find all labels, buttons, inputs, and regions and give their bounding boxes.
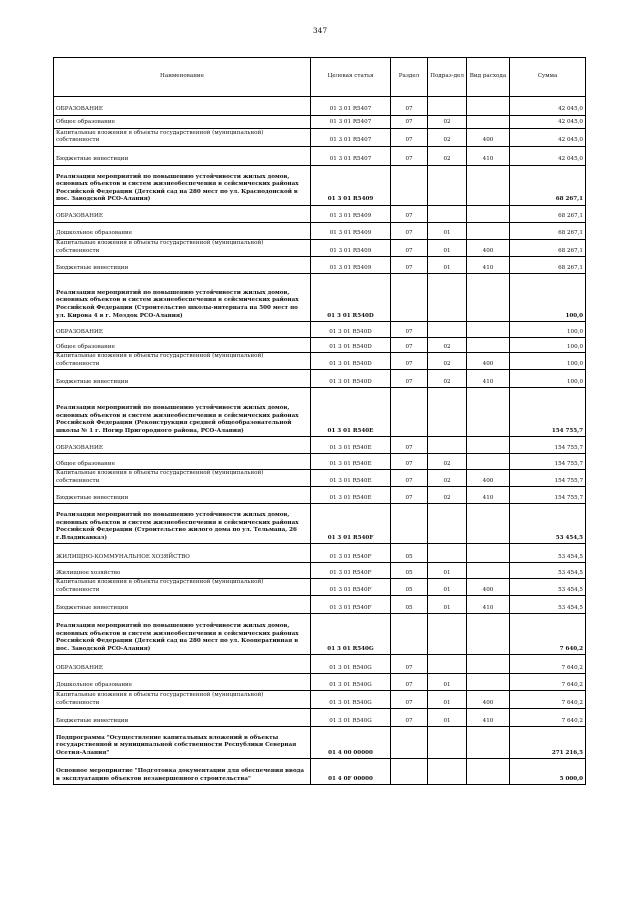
row-subsection-cell: 02 bbox=[428, 147, 467, 166]
row-section-cell: 07 bbox=[391, 655, 428, 674]
row-expense-type-cell bbox=[467, 454, 510, 470]
row-name-cell: Бюджетные инвестиции bbox=[54, 596, 311, 614]
row-section-cell bbox=[391, 727, 428, 759]
row-section-cell: 07 bbox=[391, 709, 428, 727]
header-section: Раздел bbox=[391, 58, 428, 97]
table-row bbox=[54, 544, 586, 563]
row-name-cell: Капитальные вложения в объекты государственной (муниципальной) собственности bbox=[54, 240, 311, 257]
row-expense-type-cell: 410 bbox=[467, 147, 510, 166]
row-subsection-cell bbox=[428, 614, 467, 655]
row-target-article-cell: 01 3 01 R5409 bbox=[311, 166, 391, 206]
row-target-article-cell: 01 3 01 R5407 bbox=[311, 97, 391, 116]
row-target-article-cell: 01 3 01 R5407 bbox=[311, 116, 391, 129]
row-expense-type-cell bbox=[467, 223, 510, 240]
table-row bbox=[54, 596, 586, 614]
row-expense-type-cell bbox=[467, 563, 510, 579]
row-target-article-cell: 01 3 01 R540F bbox=[311, 504, 391, 544]
row-section-cell: 07 bbox=[391, 97, 428, 116]
row-target-article-cell: 01 3 01 R540D bbox=[311, 353, 391, 370]
row-name-cell: Бюджетные инвестиции bbox=[54, 147, 311, 166]
row-name-cell: Дошкольное образование bbox=[54, 223, 311, 240]
row-target-article-cell: 01 3 01 R5409 bbox=[311, 223, 391, 240]
row-name-cell: Бюджетные инвестиции bbox=[54, 709, 311, 727]
row-sum-cell: 100,0 bbox=[510, 274, 586, 322]
row-subsection-cell: 02 bbox=[428, 338, 467, 353]
row-subsection-cell bbox=[428, 206, 467, 223]
row-name-cell: Реализация мероприятий по повышению устойчивости жилых домов, основных объектов и систем жизнеобеспечения в сейсмических районах Российской Федерации (Строительство жилого дома по ул. Тельмана, 26 г.Владикавказ) bbox=[54, 504, 311, 544]
row-name-cell: Бюджетные инвестиции bbox=[54, 370, 311, 388]
row-expense-type-cell bbox=[467, 322, 510, 338]
row-target-article-cell: 01 3 01 R540G bbox=[311, 709, 391, 727]
row-expense-type-cell: 410 bbox=[467, 257, 510, 274]
row-section-cell: 07 bbox=[391, 129, 428, 147]
row-name-cell: Дошкольное образование bbox=[54, 674, 311, 691]
row-section-cell bbox=[391, 614, 428, 655]
table-row bbox=[54, 563, 586, 579]
table-row bbox=[54, 579, 586, 596]
row-sum-cell: 7 640,2 bbox=[510, 614, 586, 655]
table-row bbox=[54, 206, 586, 223]
row-target-article-cell: 01 3 01 R5407 bbox=[311, 147, 391, 166]
row-expense-type-cell: 400 bbox=[467, 579, 510, 596]
row-section-cell bbox=[391, 166, 428, 206]
row-expense-type-cell bbox=[467, 97, 510, 116]
row-sum-cell: 42 045,0 bbox=[510, 129, 586, 147]
row-expense-type-cell: 400 bbox=[467, 353, 510, 370]
table-row bbox=[54, 709, 586, 727]
row-expense-type-cell: 410 bbox=[467, 487, 510, 504]
row-name-cell: Капитальные вложения в объекты государственной (муниципальной) собственности bbox=[54, 470, 311, 487]
row-name-cell: Капитальные вложения в объекты государственной (муниципальной) собственности bbox=[54, 129, 311, 147]
row-expense-type-cell: 410 bbox=[467, 596, 510, 614]
row-target-article-cell: 01 3 01 R540D bbox=[311, 274, 391, 322]
table-row bbox=[54, 166, 586, 206]
row-sum-cell: 100,0 bbox=[510, 353, 586, 370]
row-target-article-cell: 01 3 01 R5409 bbox=[311, 206, 391, 223]
row-target-article-cell: 01 3 01 R540E bbox=[311, 470, 391, 487]
row-section-cell: 07 bbox=[391, 691, 428, 709]
row-sum-cell: 100,0 bbox=[510, 322, 586, 338]
row-subsection-cell: 02 bbox=[428, 470, 467, 487]
row-sum-cell: 42 045,0 bbox=[510, 116, 586, 129]
row-name-cell: Капитальные вложения в объекты государственной (муниципальной) собственности bbox=[54, 579, 311, 596]
row-section-cell: 05 bbox=[391, 544, 428, 563]
row-expense-type-cell bbox=[467, 674, 510, 691]
row-expense-type-cell bbox=[467, 727, 510, 759]
row-sum-cell: 42 045,0 bbox=[510, 147, 586, 166]
row-section-cell: 07 bbox=[391, 370, 428, 388]
table-row bbox=[54, 470, 586, 487]
row-sum-cell: 5 000,0 bbox=[510, 759, 586, 785]
table-row bbox=[54, 370, 586, 388]
row-expense-type-cell: 400 bbox=[467, 129, 510, 147]
row-section-cell: 07 bbox=[391, 206, 428, 223]
row-section-cell: 07 bbox=[391, 257, 428, 274]
row-target-article-cell: 01 3 01 R540F bbox=[311, 596, 391, 614]
row-sum-cell: 271 216,5 bbox=[510, 727, 586, 759]
table-row bbox=[54, 674, 586, 691]
row-sum-cell: 100,0 bbox=[510, 370, 586, 388]
row-subsection-cell: 02 bbox=[428, 129, 467, 147]
table-row bbox=[54, 322, 586, 338]
row-subsection-cell: 02 bbox=[428, 454, 467, 470]
row-name-cell: ОБРАЗОВАНИЕ bbox=[54, 437, 311, 454]
row-name-cell: Реализация мероприятий по повышению устойчивости жилых домов, основных объектов и систем жизнеобеспечения в сейсмических районах Российской Федерации (Детский сад на 280 мест по ул. Кооперативная в пос. Заводской РСО-Алания) bbox=[54, 614, 311, 655]
row-sum-cell: 68 267,1 bbox=[510, 206, 586, 223]
row-name-cell: ЖИЛИЩНО-КОММУНАЛЬНОЕ ХОЗЯЙСТВО bbox=[54, 544, 311, 563]
row-name-cell: Реализация мероприятий по повышению устойчивости жилых домов, основных объектов и систем жизнеобеспечения в сейсмических районах Российской Федерации (Строительство школы-интерната на 500 мест по ул. Кирова 4 в г. Моздок РСО-Алания) bbox=[54, 274, 311, 322]
row-sum-cell: 154 755,7 bbox=[510, 454, 586, 470]
row-subsection-cell bbox=[428, 166, 467, 206]
row-name-cell: Общее образование bbox=[54, 338, 311, 353]
row-section-cell: 07 bbox=[391, 116, 428, 129]
header-expense-type: Вид расхода bbox=[467, 58, 510, 97]
row-sum-cell: 7 640,2 bbox=[510, 655, 586, 674]
row-subsection-cell bbox=[428, 727, 467, 759]
budget-table bbox=[53, 57, 586, 785]
row-subsection-cell: 01 bbox=[428, 596, 467, 614]
table-row bbox=[54, 274, 586, 322]
row-section-cell bbox=[391, 388, 428, 437]
row-section-cell: 07 bbox=[391, 470, 428, 487]
row-name-cell: ОБРАЗОВАНИЕ bbox=[54, 655, 311, 674]
row-target-article-cell: 01 3 01 R540D bbox=[311, 322, 391, 338]
table-row bbox=[54, 759, 586, 785]
table-row bbox=[54, 147, 586, 166]
row-target-article-cell: 01 4 0F 00000 bbox=[311, 759, 391, 785]
table-row bbox=[54, 614, 586, 655]
row-target-article-cell: 01 3 01 R540E bbox=[311, 454, 391, 470]
row-subsection-cell: 02 bbox=[428, 353, 467, 370]
row-name-cell: Подпрограмма "Осуществление капитальных вложений в объекты государственной и муниципальной собственности Республики Северная Осетия-Алания" bbox=[54, 727, 311, 759]
row-subsection-cell bbox=[428, 388, 467, 437]
row-subsection-cell: 02 bbox=[428, 116, 467, 129]
row-name-cell: Общее образование bbox=[54, 454, 311, 470]
row-section-cell: 07 bbox=[391, 353, 428, 370]
row-target-article-cell: 01 3 01 R540D bbox=[311, 338, 391, 353]
table-row bbox=[54, 727, 586, 759]
row-subsection-cell bbox=[428, 274, 467, 322]
row-sum-cell: 68 267,1 bbox=[510, 223, 586, 240]
row-name-cell: ОБРАЗОВАНИЕ bbox=[54, 322, 311, 338]
row-name-cell: Реализация мероприятий по повышению устойчивости жилых домов, основных объектов и систем жизнеобеспечения в сейсмических районах Российской Федерации (Детский сад на 280 мест по ул. Краснодонской в пос. Заводской РСО-Алания) bbox=[54, 166, 311, 206]
row-name-cell: ОБРАЗОВАНИЕ bbox=[54, 97, 311, 116]
row-expense-type-cell bbox=[467, 504, 510, 544]
row-name-cell: Капитальные вложения в объекты государственной (муниципальной) собственности bbox=[54, 353, 311, 370]
row-expense-type-cell: 400 bbox=[467, 691, 510, 709]
row-name-cell: Общее образование bbox=[54, 116, 311, 129]
table-row bbox=[54, 487, 586, 504]
table-row bbox=[54, 257, 586, 274]
header-target-article: Целевая статья bbox=[311, 58, 391, 97]
row-name-cell: ОБРАЗОВАНИЕ bbox=[54, 206, 311, 223]
row-subsection-cell: 01 bbox=[428, 563, 467, 579]
row-sum-cell: 42 045,0 bbox=[510, 97, 586, 116]
row-subsection-cell: 01 bbox=[428, 691, 467, 709]
row-name-cell: Реализация мероприятий по повышению устойчивости жилых домов, основных объектов и систем жизнеобеспечения в сейсмических районах Российской Федерации (Реконструкция средней общеобразовательной школы № 1 г. Ногир Пригородного района, РСО-Алания) bbox=[54, 388, 311, 437]
row-sum-cell: 68 267,1 bbox=[510, 166, 586, 206]
page-number: 347 bbox=[312, 26, 328, 35]
table-body bbox=[54, 97, 586, 785]
row-sum-cell: 68 267,1 bbox=[510, 240, 586, 257]
row-section-cell: 07 bbox=[391, 437, 428, 454]
row-sum-cell: 7 640,2 bbox=[510, 691, 586, 709]
row-section-cell: 07 bbox=[391, 454, 428, 470]
row-expense-type-cell bbox=[467, 166, 510, 206]
row-expense-type-cell: 400 bbox=[467, 470, 510, 487]
table-row bbox=[54, 129, 586, 147]
row-target-article-cell: 01 3 01 R540F bbox=[311, 579, 391, 596]
row-target-article-cell: 01 3 01 R540F bbox=[311, 563, 391, 579]
header-name: Наименование bbox=[54, 58, 311, 97]
row-sum-cell: 53 454,5 bbox=[510, 579, 586, 596]
row-subsection-cell bbox=[428, 504, 467, 544]
row-section-cell: 05 bbox=[391, 596, 428, 614]
row-expense-type-cell: 410 bbox=[467, 370, 510, 388]
row-target-article-cell: 01 3 01 R540F bbox=[311, 544, 391, 563]
row-target-article-cell: 01 3 01 R540D bbox=[311, 370, 391, 388]
row-section-cell: 07 bbox=[391, 322, 428, 338]
row-target-article-cell: 01 3 01 R5409 bbox=[311, 240, 391, 257]
row-expense-type-cell bbox=[467, 544, 510, 563]
row-target-article-cell: 01 3 01 R540E bbox=[311, 388, 391, 437]
row-expense-type-cell bbox=[467, 388, 510, 437]
row-subsection-cell: 01 bbox=[428, 709, 467, 727]
table-row bbox=[54, 116, 586, 129]
row-section-cell: 07 bbox=[391, 674, 428, 691]
row-subsection-cell: 02 bbox=[428, 487, 467, 504]
row-target-article-cell: 01 3 01 R540G bbox=[311, 655, 391, 674]
row-target-article-cell: 01 3 01 R540E bbox=[311, 437, 391, 454]
row-expense-type-cell bbox=[467, 274, 510, 322]
row-sum-cell: 154 755,7 bbox=[510, 470, 586, 487]
row-sum-cell: 53 454,5 bbox=[510, 504, 586, 544]
row-sum-cell: 154 755,7 bbox=[510, 388, 586, 437]
row-subsection-cell bbox=[428, 437, 467, 454]
row-subsection-cell bbox=[428, 655, 467, 674]
row-sum-cell: 53 454,5 bbox=[510, 596, 586, 614]
row-target-article-cell: 01 3 01 R5407 bbox=[311, 129, 391, 147]
row-name-cell: Бюджетные инвестиции bbox=[54, 257, 311, 274]
row-section-cell: 05 bbox=[391, 563, 428, 579]
row-section-cell: 07 bbox=[391, 487, 428, 504]
row-section-cell: 07 bbox=[391, 338, 428, 353]
row-section-cell bbox=[391, 274, 428, 322]
table-row bbox=[54, 223, 586, 240]
row-expense-type-cell bbox=[467, 116, 510, 129]
row-subsection-cell bbox=[428, 97, 467, 116]
row-target-article-cell: 01 3 01 R540G bbox=[311, 691, 391, 709]
row-sum-cell: 53 454,5 bbox=[510, 544, 586, 563]
table-row bbox=[54, 338, 586, 353]
table-row bbox=[54, 388, 586, 437]
row-subsection-cell: 01 bbox=[428, 223, 467, 240]
row-sum-cell: 68 267,1 bbox=[510, 257, 586, 274]
row-subsection-cell: 01 bbox=[428, 674, 467, 691]
row-target-article-cell: 01 4 00 00000 bbox=[311, 727, 391, 759]
row-section-cell: 07 bbox=[391, 240, 428, 257]
row-sum-cell: 7 640,2 bbox=[510, 674, 586, 691]
table-row bbox=[54, 437, 586, 454]
row-expense-type-cell bbox=[467, 655, 510, 674]
row-expense-type-cell bbox=[467, 437, 510, 454]
table-row bbox=[54, 97, 586, 116]
table-row bbox=[54, 240, 586, 257]
row-target-article-cell: 01 3 01 R540E bbox=[311, 487, 391, 504]
row-target-article-cell: 01 3 01 R5409 bbox=[311, 257, 391, 274]
row-expense-type-cell bbox=[467, 614, 510, 655]
row-section-cell: 07 bbox=[391, 223, 428, 240]
table-row bbox=[54, 691, 586, 709]
row-name-cell: Бюджетные инвестиции bbox=[54, 487, 311, 504]
row-name-cell: Капитальные вложения в объекты государственной (муниципальной) собственности bbox=[54, 691, 311, 709]
row-expense-type-cell bbox=[467, 759, 510, 785]
row-subsection-cell bbox=[428, 544, 467, 563]
table-row bbox=[54, 353, 586, 370]
row-section-cell bbox=[391, 504, 428, 544]
row-expense-type-cell: 410 bbox=[467, 709, 510, 727]
header-row bbox=[54, 58, 586, 97]
row-expense-type-cell: 400 bbox=[467, 240, 510, 257]
row-subsection-cell: 02 bbox=[428, 370, 467, 388]
row-subsection-cell: 01 bbox=[428, 579, 467, 596]
row-subsection-cell bbox=[428, 759, 467, 785]
header-sum: Сумма bbox=[510, 58, 586, 97]
row-expense-type-cell bbox=[467, 338, 510, 353]
table-row bbox=[54, 454, 586, 470]
row-sum-cell: 53 454,5 bbox=[510, 563, 586, 579]
row-section-cell: 07 bbox=[391, 147, 428, 166]
table-row bbox=[54, 655, 586, 674]
row-subsection-cell: 01 bbox=[428, 257, 467, 274]
row-sum-cell: 154 755,7 bbox=[510, 437, 586, 454]
row-sum-cell: 154 755,7 bbox=[510, 487, 586, 504]
row-section-cell: 05 bbox=[391, 579, 428, 596]
row-subsection-cell: 01 bbox=[428, 240, 467, 257]
row-target-article-cell: 01 3 01 R540G bbox=[311, 674, 391, 691]
row-section-cell bbox=[391, 759, 428, 785]
row-name-cell: Жилищное хозяйство bbox=[54, 563, 311, 579]
table-row bbox=[54, 504, 586, 544]
row-target-article-cell: 01 3 01 R540G bbox=[311, 614, 391, 655]
row-subsection-cell bbox=[428, 322, 467, 338]
row-expense-type-cell bbox=[467, 206, 510, 223]
row-sum-cell: 7 640,2 bbox=[510, 709, 586, 727]
row-sum-cell: 100,0 bbox=[510, 338, 586, 353]
header-subsection: Подраз-дел bbox=[428, 58, 467, 97]
row-name-cell: Основное мероприятие "Подготовка документации для обеспечения ввода в эксплуатацию объектов незавершенного строительства" bbox=[54, 759, 311, 785]
